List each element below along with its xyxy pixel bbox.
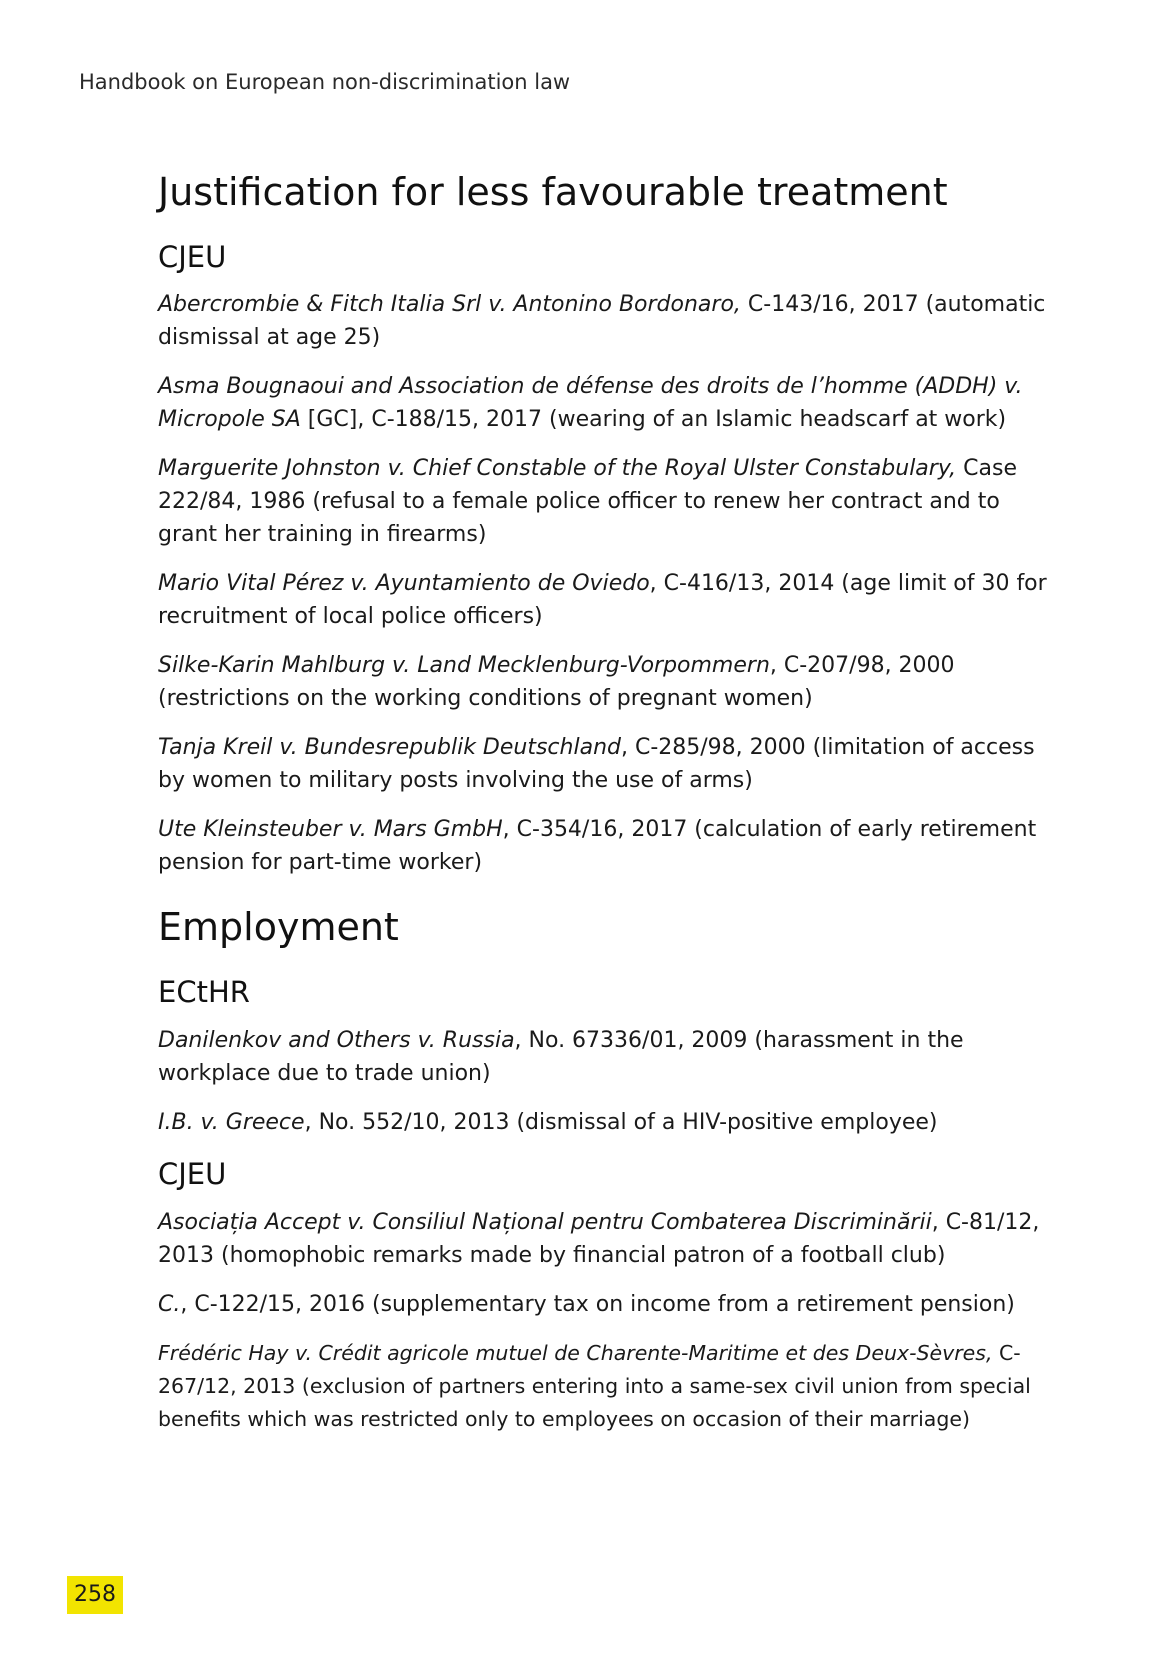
- case-details: C-267/12, 2013 (exclusion of partners entering into a same-sex civil union from special benefits which was restricted only to employees on occasion of their marriage): [158, 1340, 1031, 1431]
- page-number: 258: [67, 1576, 123, 1614]
- case-name: I.B. v. Greece: [158, 1109, 305, 1135]
- case-details: Case 222/84, 1986 (refusal to a female police officer to renew her contract and to grant her training in firearms): [158, 456, 1017, 548]
- case-name: Tanja Kreil v. Bundesrepublik Deutschland: [158, 735, 621, 761]
- case-entry: [158, 1206, 1058, 1272]
- case-details: , C-81/12, 2013 (homophobic remarks made by financial patron of a football club): [158, 1209, 1040, 1268]
- case-details: , No. 67336/01, 2009 (harassment in the workplace due to trade union): [158, 1027, 964, 1086]
- case-details: , C-354/16, 2017 (calculation of early retirement pension for part-time worker): [158, 817, 1037, 876]
- section-title: Employment: [158, 905, 399, 950]
- page-content: [158, 170, 1058, 1462]
- subsection-ecthr: [158, 975, 1058, 1139]
- case-entry: [158, 288, 1058, 354]
- case-details: , No. 552/10, 2013 (dismissal of a HIV-positive employee): [304, 1109, 938, 1135]
- case-entry: [158, 567, 1058, 633]
- case-details: , C-285/98, 2000 (limitation of access by women to military posts involving the use of arms): [158, 735, 1035, 794]
- case-entry: [158, 649, 1058, 715]
- case-entry: [158, 1288, 1058, 1321]
- subsection-cjeu: [158, 240, 1058, 880]
- case-details: [GC], C-188/15, 2017 (wearing of an Islamic headscarf at work): [300, 407, 1007, 433]
- case-name: Danilenkov and Others v. Russia: [158, 1027, 515, 1053]
- section-title: Justification for less favourable treatment: [158, 170, 948, 214]
- case-details: , C-207/98, 2000 (restrictions on the working conditions of pregnant women): [158, 653, 955, 712]
- case-details: C-143/16, 2017 (automatic dismissal at age 25): [158, 292, 1046, 351]
- case-name: Ute Kleinsteuber v. Mars GmbH: [158, 817, 503, 843]
- case-name: Silke-Karin Mahlburg v. Land Mecklenburg-Vorpommern: [158, 653, 770, 679]
- case-entry: [158, 1337, 1058, 1436]
- section-employment: [158, 905, 1058, 1435]
- case-name: Mario Vital Pérez v. Ayuntamiento de Oviedo: [158, 571, 650, 597]
- case-name: Frédéric Hay v. Crédit agricole mutuel de Charente-Maritime et des Deux-Sèvres,: [158, 1340, 993, 1365]
- case-entry: [158, 1106, 1058, 1139]
- section-justification: [158, 170, 1058, 879]
- case-details: , C-122/15, 2016 (supplementary tax on income from a retirement pension): [180, 1291, 1015, 1317]
- case-name: Abercrombie & Fitch Italia Srl v. Antonino Bordonaro,: [158, 292, 741, 318]
- case-name: Marguerite Johnston v. Chief Constable of the Royal Ulster Constabulary,: [158, 456, 957, 482]
- subsection-heading: CJEU: [158, 1156, 227, 1191]
- running-head: Handbook on European non-discrimination law: [79, 70, 571, 94]
- case-entry: [158, 731, 1058, 797]
- case-entry: [158, 452, 1058, 551]
- subsection-heading: ECtHR: [158, 974, 250, 1009]
- case-name: Asociația Accept v. Consiliul Național pentru Combaterea Discriminării: [158, 1209, 932, 1235]
- case-name: Asma Bougnaoui and Association de défense des droits de l’homme (ADDH) v. Micropole SA: [158, 374, 1023, 433]
- subsection-cjeu: [158, 1157, 1058, 1436]
- case-entry: [158, 370, 1058, 436]
- case-details: , C-416/13, 2014 (age limit of 30 for recruitment of local police officers): [158, 571, 1047, 630]
- case-entry: [158, 813, 1058, 879]
- case-entry: [158, 1024, 1058, 1090]
- subsection-heading: CJEU: [158, 239, 227, 274]
- case-name: C.: [158, 1291, 181, 1317]
